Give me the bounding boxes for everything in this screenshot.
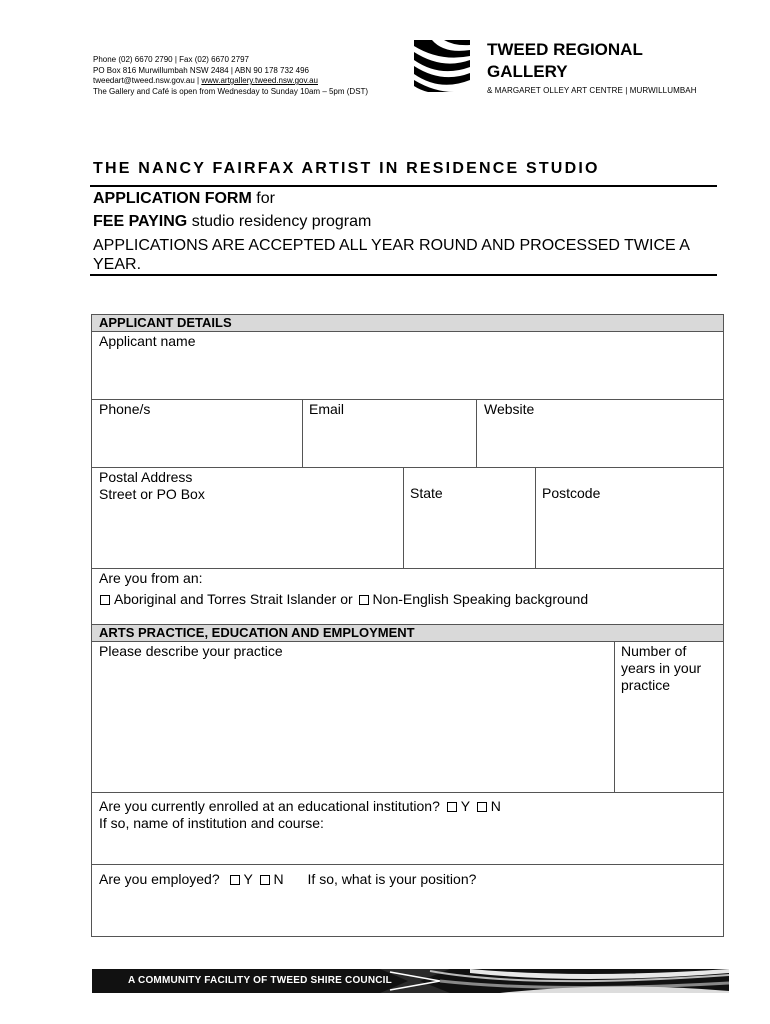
enrolled-question-label: Are you currently enrolled at an educational institution? <box>99 798 440 814</box>
section-header-arts-practice: ARTS PRACTICE, EDUCATION AND EMPLOYMENT <box>92 625 723 641</box>
row-divider <box>91 864 724 865</box>
practice-description-label: Please describe your practice <box>99 643 283 659</box>
aboriginal-option-label: Aboriginal and Torres Strait Islander or <box>114 591 353 607</box>
years-label-2: years in your <box>621 660 702 676</box>
phone-field[interactable] <box>99 401 299 465</box>
col-divider <box>476 399 477 467</box>
phone-label: Phone/s <box>99 401 151 417</box>
postcode-label: Postcode <box>542 485 601 501</box>
form-heading: APPLICATION FORM for <box>93 190 275 207</box>
postal-address-field[interactable] <box>99 469 399 565</box>
website-field[interactable] <box>484 401 719 465</box>
education-field[interactable] <box>99 798 719 860</box>
program-heading: FEE PAYING studio residency program <box>93 213 372 230</box>
position-question-label: If so, what is your position? <box>307 871 477 887</box>
row-divider <box>91 792 724 793</box>
practice-description-field[interactable] <box>99 643 607 789</box>
col-divider <box>614 641 615 792</box>
applicant-name-field[interactable] <box>99 333 714 397</box>
opening-hours: The Gallery and Café is open from Wednesday to Sunday 10am – 5pm (DST) <box>93 86 369 96</box>
application-notice: APPLICATIONS ARE ACCEPTED ALL YEAR ROUND AND PROCESSED TWICE A YEAR. <box>93 237 690 273</box>
state-label: State <box>410 485 443 501</box>
col-divider <box>302 399 303 467</box>
contact-address: PO Box 816 Murwillumbah NSW 2484 | ABN 90 178 732 496 <box>93 65 309 75</box>
gallery-logo-icon <box>414 40 470 92</box>
email-field[interactable] <box>309 401 474 465</box>
section-header-applicant: APPLICANT DETAILS <box>92 315 723 331</box>
row-divider <box>91 568 724 569</box>
col-divider <box>403 467 404 568</box>
years-label-3: practice <box>621 677 671 693</box>
postal-address-label: Postal Address <box>99 469 193 485</box>
nesb-checkbox[interactable] <box>359 595 369 605</box>
contact-info <box>93 55 368 97</box>
institution-label: If so, name of institution and course: <box>99 815 324 831</box>
contact-phone: Phone (02) 6670 2790 | Fax (02) 6670 2797 <box>93 55 249 64</box>
enrolled-yes-label: Y <box>460 798 470 814</box>
divider <box>90 274 717 276</box>
enrolled-yes-checkbox[interactable] <box>447 802 457 812</box>
employed-yes-checkbox[interactable] <box>230 875 240 885</box>
footer-text: A COMMUNITY FACILITY OF TWEED SHIRE COUNCIL <box>128 975 392 986</box>
gallery-website-link[interactable]: www.artgallery.tweed.nsw.gov.au <box>201 76 318 85</box>
street-po-box-label: Street or PO Box <box>99 486 205 502</box>
row-divider <box>91 399 724 400</box>
state-field[interactable] <box>410 485 530 565</box>
website-label: Website <box>484 401 535 417</box>
contact-email: tweedart@tweed.nsw.gov.au <box>93 76 195 85</box>
applicant-name-label: Applicant name <box>99 333 196 349</box>
row-divider <box>91 467 724 468</box>
employed-yes-label: Y <box>243 871 253 887</box>
employed-no-label: N <box>273 871 284 887</box>
email-label: Email <box>309 401 345 417</box>
footer-wave-icon <box>380 969 729 993</box>
years-label: Number of <box>621 643 687 659</box>
row-divider <box>91 641 724 642</box>
employed-question-label: Are you employed? <box>99 871 220 887</box>
enrolled-no-label: N <box>490 798 501 814</box>
aboriginal-checkbox[interactable] <box>100 595 110 605</box>
col-divider <box>535 467 536 568</box>
row-divider <box>91 331 724 332</box>
page-title: THE NANCY FAIRFAX ARTIST IN RESIDENCE STUDIO <box>93 160 600 177</box>
years-in-practice-field[interactable] <box>621 643 721 789</box>
are-you-from-label: Are you from an: <box>99 570 203 586</box>
employed-no-checkbox[interactable] <box>260 875 270 885</box>
nesb-option-label: Non-English Speaking background <box>372 591 589 607</box>
divider <box>90 185 717 187</box>
logo-subtitle: & MARGARET OLLEY ART CENTRE | MURWILLUMBAH <box>487 86 697 95</box>
logo-title: TWEED REGIONAL GALLERY <box>487 40 643 81</box>
employment-field[interactable] <box>99 871 719 931</box>
enrolled-no-checkbox[interactable] <box>477 802 487 812</box>
postcode-field[interactable] <box>542 485 717 565</box>
background-question <box>99 570 719 608</box>
contact-links: tweedart@tweed.nsw.gov.au | www.artgallery.tweed.nsw.gov.au <box>93 76 318 85</box>
